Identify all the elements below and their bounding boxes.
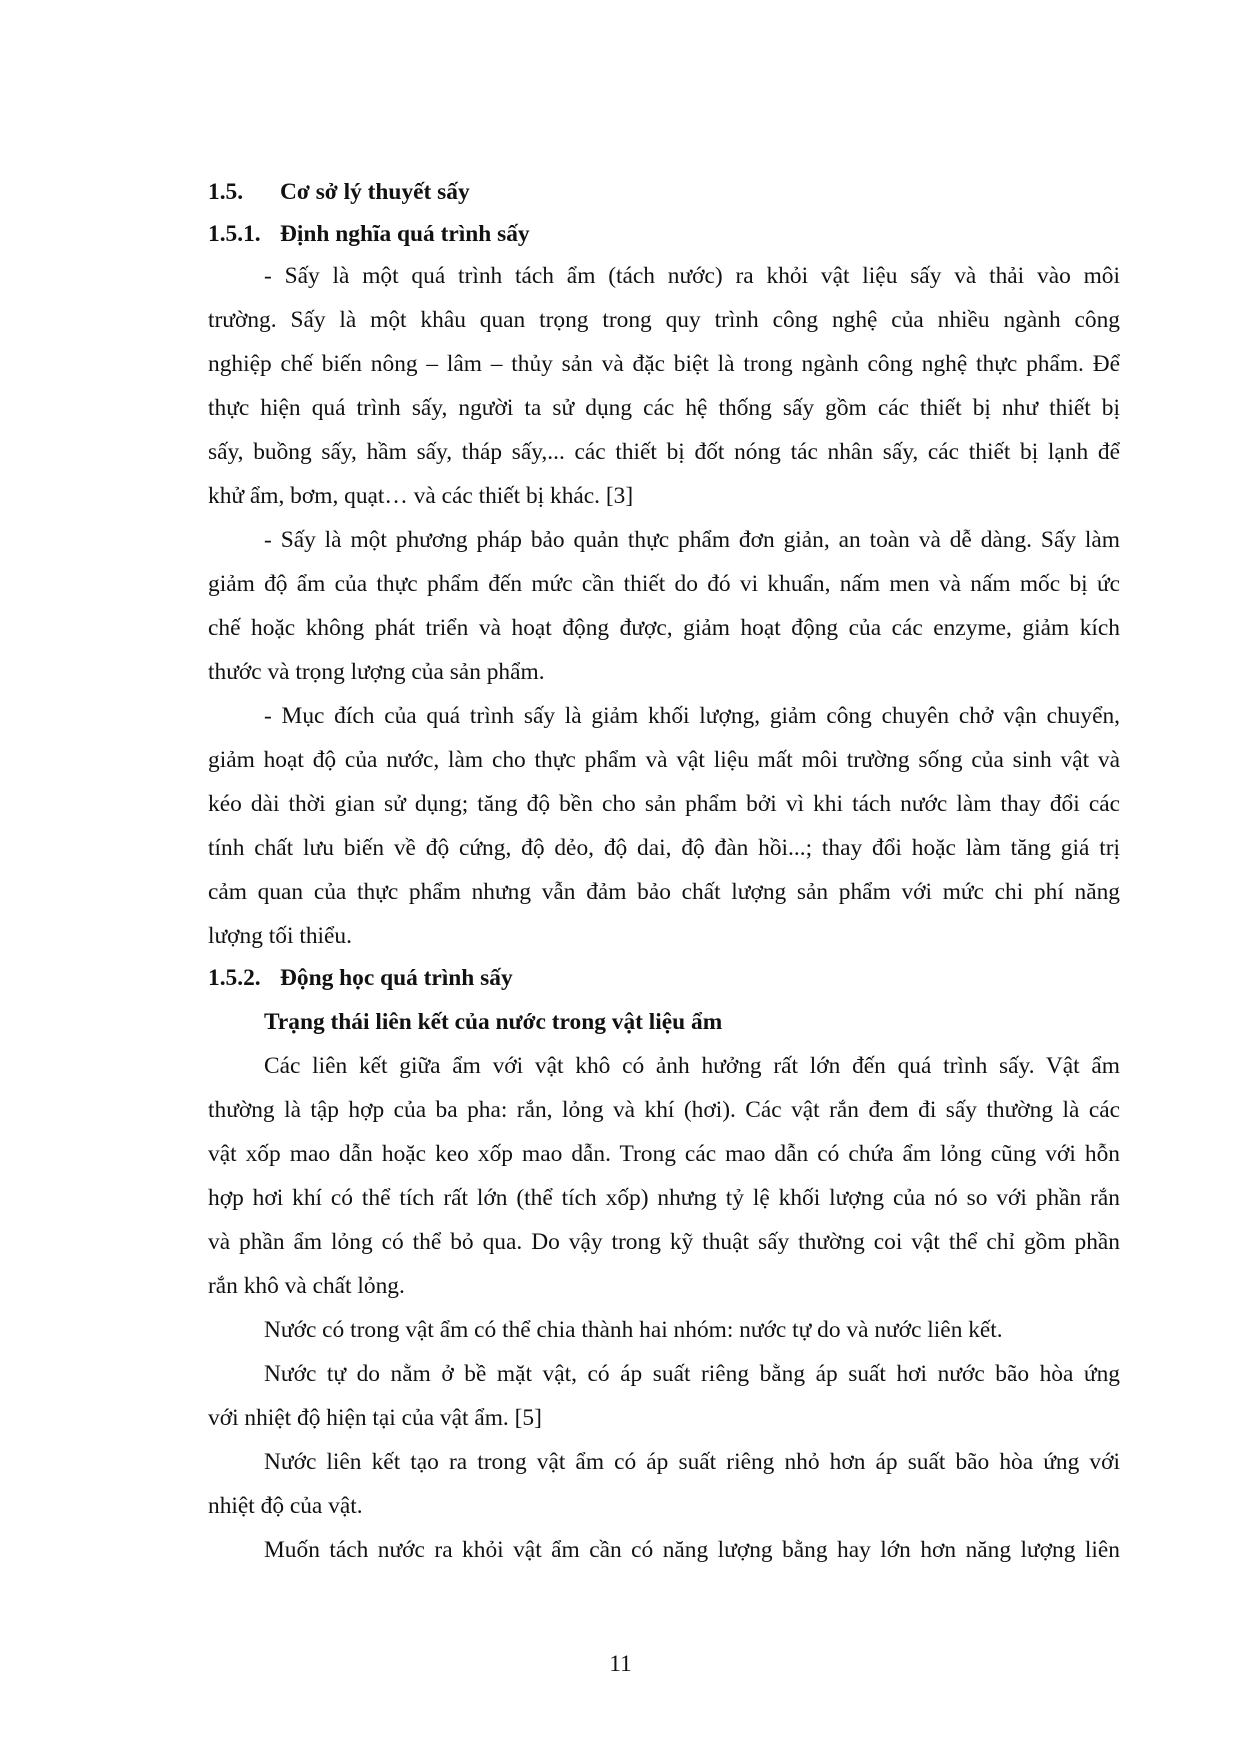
text-line: nghiệp chế biến nông – lâm – thủy sản và đặc biệt là trong ngành công nghệ thực phẩm. Để <box>208 351 1120 377</box>
section-title: Cơ sở lý thuyết sấy <box>280 179 470 205</box>
text-line: Nước tự do nằm ở bề mặt vật, có áp suất riêng bằng áp suất hơi nước bão hòa ứng <box>264 1361 1120 1387</box>
text-line: cảm quan của thực phẩm nhưng vẫn đảm bảo chất lượng sản phẩm với mức chi phí năng <box>208 879 1120 905</box>
text-line: thực hiện quá trình sấy, người ta sử dụng các hệ thống sấy gồm các thiết bị như thiết bị <box>208 395 1120 421</box>
text-line: kéo dài thời gian sử dụng; tăng độ bền cho sản phẩm bởi vì khi tách nước làm thay đổi các <box>208 791 1120 817</box>
section-1-5-2-heading <box>208 958 1120 998</box>
section-title: Định nghĩa quá trình sấy <box>280 221 530 247</box>
section-1-5-heading <box>208 172 1120 212</box>
text-line: - Sấy là một phương pháp bảo quản thực phẩm đơn giản, an toàn và dễ dàng. Sấy làm <box>264 527 1120 553</box>
text-line: Các liên kết giữa ẩm với vật khô có ảnh hưởng rất lớn đến quá trình sấy. Vật ẩm <box>264 1053 1120 1079</box>
text-line: khử ẩm, bơm, quạt… và các thiết bị khác. [3] <box>208 483 634 509</box>
section-title: Động học quá trình sấy <box>280 965 513 991</box>
text-line: tính chất lưu biến về độ cứng, độ dẻo, độ dai, độ đàn hồi...; thay đổi hoặc làm tăng giá trị <box>208 835 1120 861</box>
subheading: Trạng thái liên kết của nước trong vật liệu ẩm <box>264 1009 723 1035</box>
text-line: nhiệt độ của vật. <box>208 1493 363 1519</box>
text-line: và phần ẩm lỏng có thể bỏ qua. Do vậy trong kỹ thuật sấy thường coi vật thể chỉ gồm phần <box>208 1229 1120 1255</box>
section-number: 1.5.1. <box>208 221 261 247</box>
page-number: 11 <box>609 1651 632 1677</box>
section-number: 1.5.2. <box>208 965 261 991</box>
text-line: với nhiệt độ hiện tại của vật ẩm. [5] <box>208 1405 542 1431</box>
text-line: thước và trọng lượng của sản phẩm. <box>208 659 545 685</box>
text-line: Nước liên kết tạo ra trong vật ẩm có áp suất riêng nhỏ hơn áp suất bão hòa ứng với <box>264 1449 1120 1475</box>
text-line: thường là tập hợp của ba pha: rắn, lỏng và khí (hơi). Các vật rắn đem đi sấy thường là các <box>208 1097 1120 1123</box>
text-line: - Sấy là một quá trình tách ẩm (tách nước) ra khỏi vật liệu sấy và thải vào môi <box>264 263 1120 289</box>
text-line: lượng tối thiểu. <box>208 923 352 949</box>
text-line: trường. Sấy là một khâu quan trọng trong quy trình công nghệ của nhiều ngành công <box>208 307 1120 333</box>
text-line: - Mục đích của quá trình sấy là giảm khối lượng, giảm công chuyên chở vận chuyển, <box>264 703 1120 729</box>
text-line: Nước có trong vật ẩm có thể chia thành hai nhóm: nước tự do và nước liên kết. <box>264 1317 1003 1343</box>
text-line: hợp hơi khí có thể tích rất lớn (thể tích xốp) nhưng tỷ lệ khối lượng của nó so với phần rắn <box>208 1185 1120 1211</box>
text-line: sấy, buồng sấy, hầm sấy, tháp sấy,... các thiết bị đốt nóng tác nhân sấy, các thiết bị lạnh để <box>208 439 1120 465</box>
section-1-5-1-heading <box>208 214 1120 254</box>
section-number: 1.5. <box>208 179 244 205</box>
text-line: giảm độ ẩm của thực phẩm đến mức cần thiết do đó vi khuẩn, nấm men và nấm mốc bị ức <box>208 571 1120 597</box>
text-line: chế hoặc không phát triển và hoạt động được, giảm hoạt động của các enzyme, giảm kích <box>208 615 1120 641</box>
text-line: giảm hoạt độ của nước, làm cho thực phẩm và vật liệu mất môi trường sống của sinh vật và <box>208 747 1120 773</box>
text-line: vật xốp mao dẫn hoặc keo xốp mao dẫn. Trong các mao dẫn có chứa ẩm lỏng cũng với hỗn <box>208 1141 1120 1167</box>
text-line: Muốn tách nước ra khỏi vật ẩm cần có năng lượng bằng hay lớn hơn năng lượng liên <box>264 1537 1120 1563</box>
text-line: rắn khô và chất lỏng. <box>208 1273 405 1299</box>
